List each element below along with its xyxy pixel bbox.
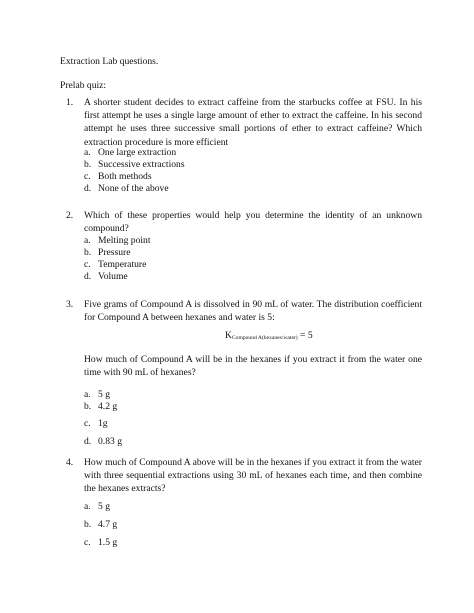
option-text: Successive extractions	[98, 159, 185, 170]
option-letter: c.	[84, 537, 91, 548]
question-4-option-a	[84, 500, 110, 513]
option-letter: a.	[84, 389, 91, 400]
question-2-text: Which of these properties would help you determine the identity of an unknown compound?	[84, 210, 422, 235]
option-text: 4.2 g	[98, 401, 118, 412]
option-letter: d.	[84, 183, 92, 194]
question-4-option-c	[84, 536, 117, 549]
option-text: 1.5 g	[98, 537, 118, 548]
option-text: Both methods	[98, 171, 152, 182]
option-text: Volume	[98, 271, 128, 282]
question-1-option-d	[84, 182, 169, 195]
question-3-option-d	[84, 435, 122, 448]
option-text: 0.83 g	[98, 436, 122, 447]
equation-subscript: Compound A(hexanes/water)	[231, 335, 298, 341]
option-text: Melting point	[98, 235, 151, 246]
option-text: None of the above	[98, 183, 169, 194]
option-letter: a.	[84, 147, 91, 158]
option-text: 4.7 g	[98, 519, 118, 530]
option-letter: a.	[84, 235, 91, 246]
question-3-number: 3.	[66, 299, 74, 310]
distribution-coefficient-equation	[225, 330, 313, 341]
option-letter: b.	[84, 247, 92, 258]
question-4-text: How much of Compound A above will be in the hexanes if you extract it from the water with three sequential extractions using 30 mL of hexanes each time, and then combine the hexanes extracts?	[84, 457, 422, 495]
option-letter: c.	[84, 171, 91, 182]
equation-k: K	[225, 330, 232, 341]
option-letter: c.	[84, 418, 91, 429]
option-text: 5 g	[98, 501, 110, 512]
option-letter: a.	[84, 501, 91, 512]
question-4-option-b	[84, 518, 117, 531]
document-subtitle: Prelab quiz:	[60, 80, 107, 91]
question-3-option-b	[84, 400, 117, 413]
question-2-option-d	[84, 270, 128, 283]
equation-value: = 5	[297, 330, 313, 341]
question-3-option-c	[84, 417, 108, 430]
question-2-number: 2.	[66, 210, 74, 221]
option-text: One large extraction	[98, 147, 177, 158]
question-1-number: 1.	[66, 97, 74, 108]
option-letter: b.	[84, 519, 92, 530]
question-3-text: Five grams of Compound A is dissolved in 90 mL of water. The distribution coefficient for Compound A between hexanes and water is 5:	[84, 299, 422, 324]
option-letter: b.	[84, 401, 92, 412]
option-text: Pressure	[98, 247, 131, 258]
question-4-number: 4.	[66, 457, 74, 468]
question-3-prompt: How much of Compound A will be in the hexanes if you extract it from the water one time with 90 mL of hexanes?	[84, 354, 422, 379]
option-letter: d.	[84, 271, 92, 282]
question-1-text: A shorter student decides to extract caffeine from the starbucks coffee at FSU. In his first attempt he uses a single large amount of ether to extract the caffeine. In his second attempt he uses three successive small portions of ether to extract caffeine? Which extraction procedure is more efficient	[84, 97, 422, 148]
document-title: Extraction Lab questions.	[60, 56, 159, 67]
option-letter: b.	[84, 159, 92, 170]
option-letter: d.	[84, 436, 92, 447]
option-text: 1g	[98, 418, 108, 429]
option-text: Temperature	[98, 259, 147, 270]
option-text: 5 g	[98, 389, 110, 400]
option-letter: c.	[84, 259, 91, 270]
